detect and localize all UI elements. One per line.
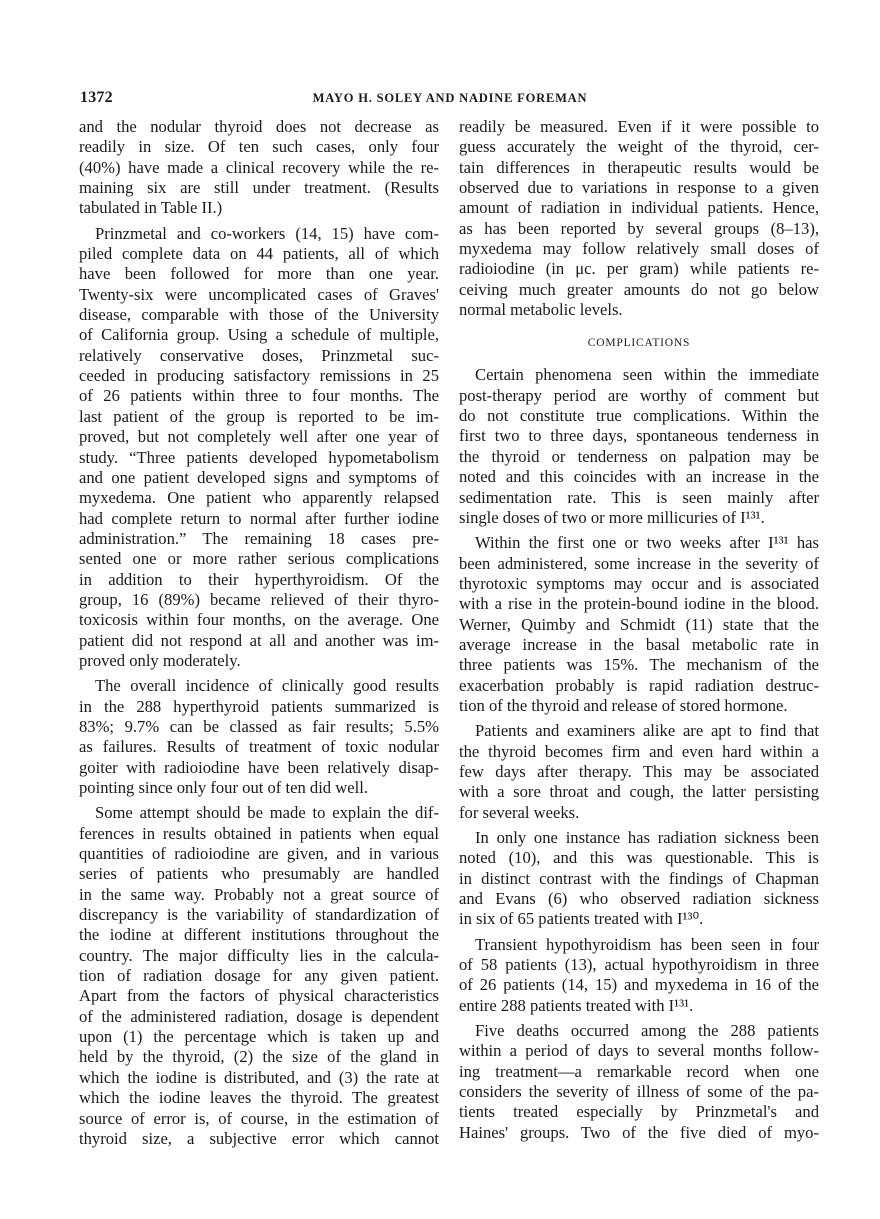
text-line: piled complete data on 44 patients, all of which bbox=[79, 244, 439, 264]
text-line: readily in size. Of ten such cases, only four bbox=[79, 137, 439, 157]
text-line: of the administered radiation, dosage is dependent bbox=[79, 1006, 439, 1026]
text-line: disease, comparable with those of the University bbox=[79, 305, 439, 325]
text-line: Prinzmetal and co-workers (14, 15) have com- bbox=[95, 223, 439, 243]
text-line: radioiodine (in μc. per gram) while patients re- bbox=[459, 259, 819, 279]
text-line: have been followed for more than one year. bbox=[79, 264, 439, 284]
text-line: and one patient developed signs and symptoms of bbox=[79, 467, 439, 487]
text-line: within a period of days to several months follow- bbox=[459, 1041, 819, 1061]
text-line: Twenty-six were uncomplicated cases of Graves' bbox=[79, 284, 439, 304]
text-line: the thyroid or tenderness on palpation may be bbox=[459, 446, 819, 466]
text-line: myxedema may follow relatively small doses of bbox=[459, 239, 819, 259]
right-column bbox=[459, 117, 819, 1148]
text-line: tion of the thyroid and release of stored hormone. bbox=[459, 695, 788, 715]
text-line: of 58 patients (13), actual hypothyroidism in three bbox=[459, 955, 819, 975]
text-line: sented one or more rather serious complications bbox=[79, 549, 439, 569]
paragraph bbox=[79, 224, 439, 672]
text-line: as failures. Results of treatment of toxic nodular bbox=[79, 737, 439, 757]
text-line: in distinct contrast with the findings of Chapman bbox=[459, 868, 819, 888]
running-title: MAYO H. SOLEY AND NADINE FOREMAN bbox=[312, 91, 588, 105]
text-line: tients treated especially by Prinzmetal's and bbox=[459, 1102, 819, 1122]
text-line: Haines' groups. Two of the five died of myo- bbox=[459, 1122, 819, 1142]
text-line: myxedema. One patient who apparently relapsed bbox=[79, 488, 439, 508]
text-line: noted and this coincides with an increase in the bbox=[459, 467, 819, 487]
text-line: been administered, some increase in the severity of bbox=[459, 553, 819, 573]
section-heading-complications: COMPLICATIONS bbox=[587, 337, 691, 350]
text-line: of California group. Using a schedule of multiple, bbox=[79, 325, 439, 345]
paragraph bbox=[79, 676, 439, 798]
text-line: source of error is, of course, in the estimation of bbox=[79, 1108, 439, 1128]
text-line: guess accurately the weight of the thyroid, cer- bbox=[459, 137, 819, 157]
right-column-intro bbox=[459, 117, 819, 320]
left-column bbox=[79, 117, 439, 1154]
text-line: ceiving much greater amounts do not go below bbox=[459, 279, 819, 299]
text-line: maining six are still under treatment. (Results bbox=[79, 178, 439, 198]
text-line: patient did not respond at all and another was im- bbox=[79, 630, 439, 650]
text-line: Apart from the factors of physical characteristics bbox=[79, 986, 439, 1006]
text-line: considers the severity of illness of some of the pa- bbox=[459, 1082, 819, 1102]
text-line: do not constitute true complications. Within the bbox=[459, 406, 819, 426]
text-line: quantities of radioiodine are given, and in various bbox=[79, 844, 439, 864]
paragraph bbox=[459, 533, 819, 716]
running-head bbox=[80, 89, 820, 111]
text-line: few days after therapy. This may be associated bbox=[459, 761, 819, 781]
text-line: goiter with radioiodine have been relatively disap- bbox=[79, 757, 439, 777]
text-line: ferences in results obtained in patients when equal bbox=[79, 823, 439, 843]
text-line: thyroid size, a subjective error which cannot bbox=[79, 1128, 439, 1148]
text-line: of 26 patients (14, 15) and myxedema in 16 of the bbox=[459, 975, 819, 995]
text-line: Patients and examiners alike are apt to find that bbox=[475, 721, 819, 741]
text-line: the thyroid becomes firm and even hard within a bbox=[459, 741, 819, 761]
text-line: first two to three days, spontaneous tenderness in bbox=[459, 426, 819, 446]
paragraph bbox=[79, 803, 439, 1149]
text-line: Within the first one or two weeks after I¹³¹ has bbox=[475, 533, 819, 553]
text-line: tion of radiation dosage for any given patient. bbox=[79, 966, 439, 986]
text-line: proved, but not completely well after one year of bbox=[79, 427, 439, 447]
text-line: which the iodine leaves the thyroid. The greatest bbox=[79, 1088, 439, 1108]
paragraph bbox=[459, 828, 819, 930]
text-line: average increase in the basal metabolic rate in bbox=[459, 634, 819, 654]
text-line: which the iodine is distributed, and (3) the rate at bbox=[79, 1067, 439, 1087]
text-line: toxicosis within four months, on the average. One bbox=[79, 610, 439, 630]
text-line: 83%; 9.7% can be classed as fair results; 5.5% bbox=[79, 716, 439, 736]
page-number: 1372 bbox=[80, 89, 113, 106]
text-line: (40%) have made a clinical recovery while the re- bbox=[79, 157, 439, 177]
text-line: had complete return to normal after further iodine bbox=[79, 508, 439, 528]
text-line: upon (1) the percentage which is taken up and bbox=[79, 1027, 439, 1047]
text-line: readily be measured. Even if it were possible to bbox=[459, 117, 819, 136]
text-line: The overall incidence of clinically good results bbox=[95, 676, 439, 696]
paragraph bbox=[79, 117, 439, 219]
text-line: discrepancy is the variability of standardization of bbox=[79, 905, 439, 925]
text-line: and Evans (6) who observed radiation sickness bbox=[459, 889, 819, 909]
text-line: relatively conservative doses, Prinzmetal suc- bbox=[79, 345, 439, 365]
text-line: Some attempt should be made to explain the dif- bbox=[95, 803, 439, 823]
text-line: ing treatment—a remarkable record when one bbox=[459, 1061, 819, 1081]
text-line: as has been reported by several groups (8–13), bbox=[459, 218, 819, 238]
text-line: entire 288 patients treated with I¹³¹. bbox=[459, 995, 694, 1015]
text-line: ceeded in producing satisfactory remissions in 25 bbox=[79, 366, 439, 386]
text-line: in the same way. Probably not a great source of bbox=[79, 884, 439, 904]
text-line: In only one instance has radiation sickness been bbox=[475, 828, 819, 847]
paragraph bbox=[459, 117, 819, 320]
text-line: in six of 65 patients treated with I¹³⁰. bbox=[459, 909, 704, 929]
text-line: and the nodular thyroid does not decrease as bbox=[79, 117, 439, 136]
text-line: for several weeks. bbox=[459, 802, 580, 822]
text-line: tain differences in therapeutic results would be bbox=[459, 157, 819, 177]
text-line: Werner, Quimby and Schmidt (11) state that the bbox=[459, 614, 819, 634]
text-line: three patients was 15%. The mechanism of the bbox=[459, 655, 819, 675]
paragraph bbox=[459, 365, 819, 528]
complications-section-body bbox=[459, 365, 819, 1143]
text-line: the iodine at different institutions throughout the bbox=[79, 925, 439, 945]
text-line: Transient hypothyroidism has been seen in four bbox=[475, 934, 819, 954]
text-line: amount of radiation in individual patients. Hence, bbox=[459, 198, 819, 218]
text-line: in the 288 hyperthyroid patients summarized is bbox=[79, 696, 439, 716]
text-line: with a rise in the protein-bound iodine in the blood. bbox=[459, 594, 819, 614]
text-line: observed due to variations in response to a given bbox=[459, 178, 819, 198]
text-line: post-therapy period are worthy of comment but bbox=[459, 385, 819, 405]
text-line: held by the thyroid, (2) the size of the gland in bbox=[79, 1047, 439, 1067]
text-line: single doses of two or more millicuries of I¹³¹. bbox=[459, 507, 765, 527]
paragraph bbox=[459, 1021, 819, 1143]
text-line: group, 16 (89%) became relieved of their thyro- bbox=[79, 589, 439, 609]
paragraph bbox=[459, 721, 819, 823]
text-line: tabulated in Table II.) bbox=[79, 198, 223, 218]
text-line: in addition to their hyperthyroidism. Of the bbox=[79, 569, 439, 589]
text-line: with a sore throat and cough, the latter persisting bbox=[459, 782, 819, 802]
text-line: series of patients who presumably are handled bbox=[79, 864, 439, 884]
text-line: of 26 patients within three to four months. The bbox=[79, 386, 439, 406]
text-line: pointing since only four out of ten did well. bbox=[79, 778, 368, 797]
text-line: sedimentation rate. This is seen mainly after bbox=[459, 487, 819, 507]
text-line: country. The major difficulty lies in the calcula- bbox=[79, 945, 439, 965]
text-line: administration.” The remaining 18 cases pre- bbox=[79, 528, 439, 548]
text-line: last patient of the group is reported to be im- bbox=[79, 406, 439, 426]
text-line: noted (10), and this was questionable. This is bbox=[459, 848, 819, 868]
text-line: Five deaths occurred among the 288 patients bbox=[475, 1021, 819, 1041]
text-line: proved only moderately. bbox=[79, 650, 241, 670]
text-line: thyrotoxic symptoms may occur and is associated bbox=[459, 573, 819, 593]
paragraph bbox=[459, 935, 819, 1016]
text-line: Certain phenomena seen within the immediate bbox=[475, 365, 819, 385]
text-line: exacerbation probably is rapid radiation destruc- bbox=[459, 675, 819, 695]
text-line: normal metabolic levels. bbox=[459, 300, 623, 320]
text-line: study. “Three patients developed hypometabolism bbox=[79, 447, 439, 467]
